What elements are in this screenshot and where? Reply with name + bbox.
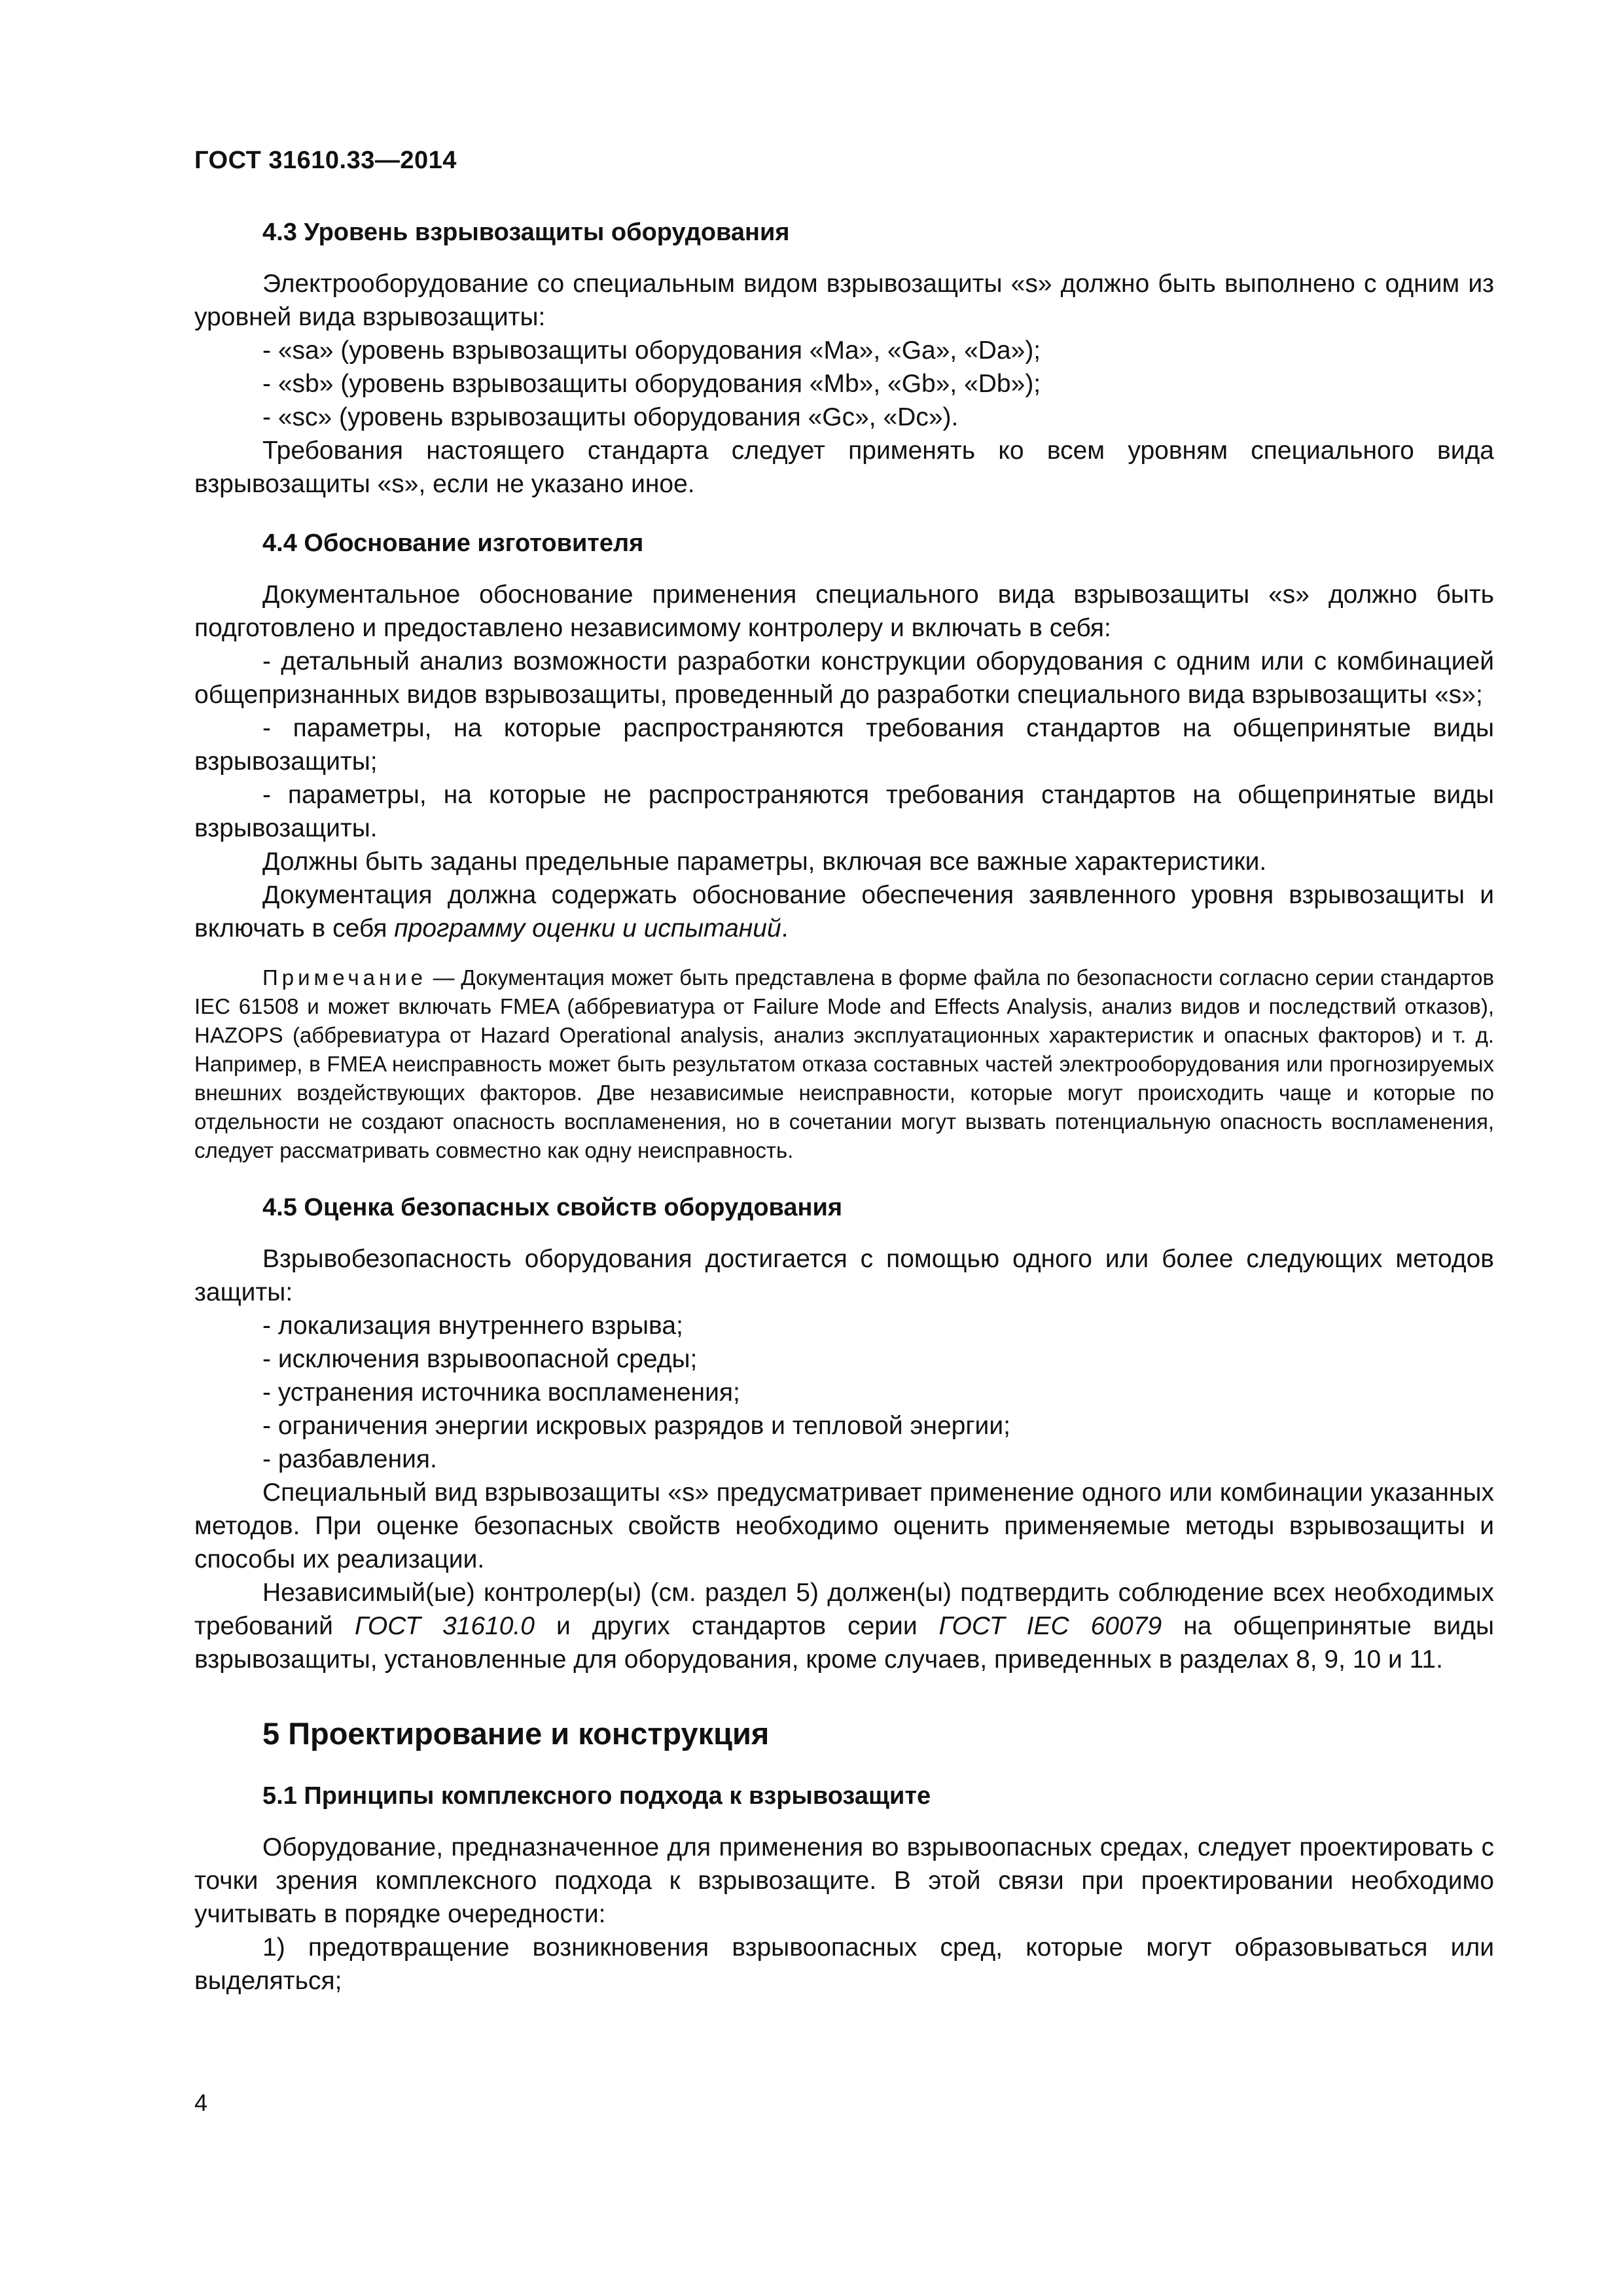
paragraph: Специальный вид взрывозащиты «s» предусматривает применение одного или комбинации указанных методов. При оценке безопасных свойств необходимо оценить применяемые методы взрывозащиты и способы их реализации. [194, 1479, 1494, 1573]
paragraph-text: . [781, 914, 789, 942]
note-label: Примечание [262, 965, 427, 990]
list-item: - исключения взрывоопасной среды; [262, 1345, 698, 1373]
paragraph-text: на общепринятые виды взрывозащиты, установленные для оборудования, кроме случаев, приведенных в разделах 8, 9, 10 и 11. [194, 1612, 1494, 1674]
emphasis-text: ГОСТ 31610.0 [354, 1612, 535, 1640]
section-heading-5-1: 5.1 Принципы комплексного подхода к взрывозащите [262, 1782, 931, 1810]
section-heading-4-5: 4.5 Оценка безопасных свойств оборудования [262, 1194, 843, 1221]
list-item: - ограничения энергии искровых разрядов и тепловой энергии; [262, 1412, 1010, 1440]
section-heading-4-3: 4.3 Уровень взрывозащиты оборудования [262, 219, 790, 246]
section-heading-5: 5 Проектирование и конструкция [262, 1716, 770, 1751]
note [194, 963, 1494, 1165]
paragraph [194, 1576, 1494, 1676]
list-item: - устранения источника воспламенения; [262, 1378, 740, 1407]
emphasis-text: программу оценки и испытаний [394, 914, 781, 942]
paragraph: Оборудование, предназначенное для применения во взрывоопасных средах, следует проектировать с точки зрения комплексного подхода к взрывозащите. В этой связи при проектировании необходимо учитывать в порядке очередности: [194, 1833, 1494, 1928]
paragraph [194, 878, 1494, 945]
paragraph: Документальное обоснование применения специального вида взрывозащиты «s» должно быть подготовлено и предоставлено независимому контролеру и включать в себя: [194, 581, 1494, 642]
paragraph-text: Документация должна содержать обоснование обеспечения заявленного уровня взрывозащиты и включать в себя [194, 881, 1494, 942]
list-item: - разбавления. [262, 1445, 437, 1473]
paragraph: Взрывобезопасность оборудования достигается с помощью одного или более следующих методов защиты: [194, 1245, 1494, 1306]
paragraph: Электрооборудование со специальным видом взрывозащиты «s» должно быть выполнено с одним из уровней вида взрывозащиты: [194, 270, 1494, 331]
list-item: - «sc» (уровень взрывозащиты оборудования «Gc», «Dc»). [262, 403, 959, 431]
list-item: - «sb» (уровень взрывозащиты оборудования «Mb», «Gb», «Db»); [262, 370, 1041, 398]
document-header: ГОСТ 31610.33—2014 [194, 147, 457, 174]
list-item: - параметры, на которые распространяются требования стандартов на общепринятые виды взрывозащиты; [194, 714, 1494, 776]
paragraph-text: Независимый(ые) контролер(ы) (см. раздел 5) должен(ы) подтвердить соблюдение всех необходимых требований [194, 1579, 1494, 1640]
emphasis-text: ГОСТ IEC 60079 [938, 1612, 1162, 1640]
list-item: - параметры, на которые не распространяются требования стандартов на общепринятые виды взрывозащиты. [194, 781, 1494, 842]
paragraph: Требования настоящего стандарта следует применять ко всем уровням специального вида взрывозащиты «s», если не указано иное. [194, 437, 1494, 498]
note-text: — Документация может быть представлена в форме файла по безопасности согласно серии стандартов IEC 61508 и может включать FMEA (аббревиатура от Failure Mode and Effects Analysis, анализ видов и последствий отказов), HAZOPS (аббревиатура от Hazard Operational analysis, анализ эксплуатационных характеристик и опасных факторов) и т. д. Например, в FMEA неисправность может быть результатом отказа составных частей электрооборудования или прогнозируемых внешних воздействующих факторов. Две независимые неисправности, которые могут происходить чаще и которые по отдельности не создают опасность воспламенения, но в сочетании могут вызвать потенциальную опасность воспламенения, следует рассматривать совместно как одну неисправность. [194, 965, 1494, 1162]
section-heading-4-4: 4.4 Обоснование изготовителя [262, 529, 644, 557]
list-item: - локализация внутреннего взрыва; [262, 1312, 683, 1340]
page-number: 4 [194, 2089, 208, 2116]
list-item: - детальный анализ возможности разработки конструкции оборудования с одним или с комбинацией общепризнанных видов взрывозащиты, проведенный до разработки специального вида взрывозащиты «s»; [194, 647, 1494, 709]
paragraph: Должны быть заданы предельные параметры, включая все важные характеристики. [262, 848, 1267, 876]
list-item: - «sa» (уровень взрывозащиты оборудования «Ma», «Ga», «Da»); [262, 336, 1041, 365]
document-body [194, 216, 1494, 1998]
list-item: 1) предотвращение возникновения взрывоопасных сред, которые могут образовываться или выделяться; [194, 1933, 1494, 1995]
paragraph-text: и других стандартов серии [534, 1612, 939, 1640]
